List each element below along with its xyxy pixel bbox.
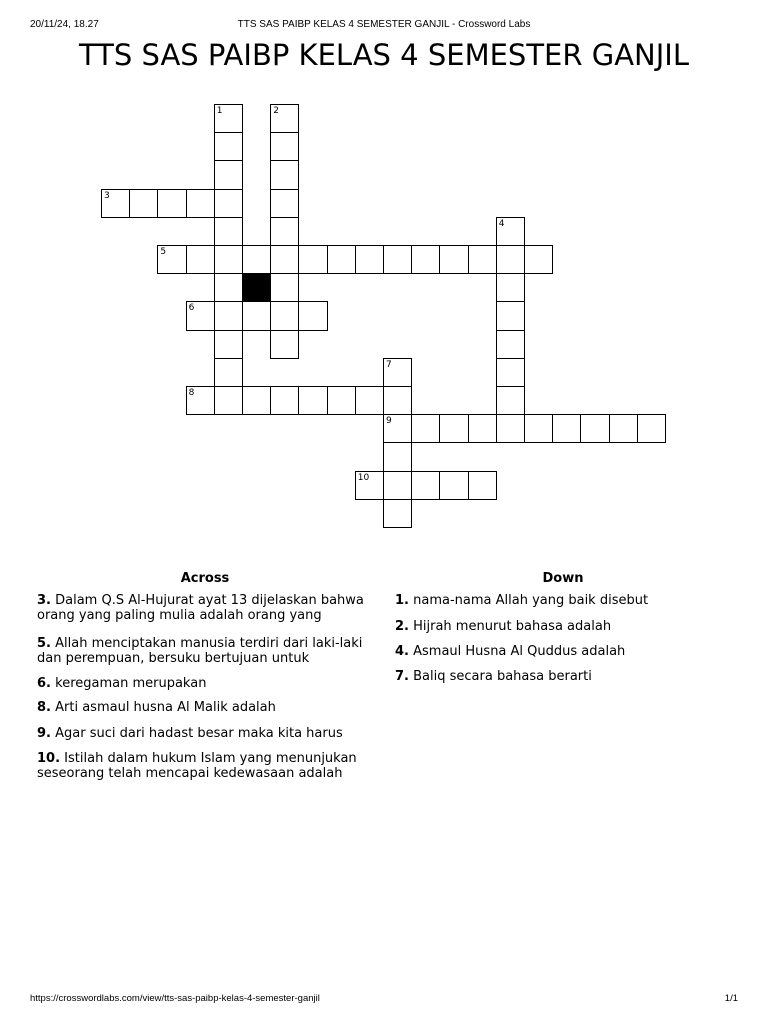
- across-clue: 9. Agar suci dari hadast besar maka kita harus: [37, 726, 343, 741]
- across-clue: 8. Arti asmaul husna Al Malik adalah: [37, 700, 276, 715]
- across-heading: Across: [180, 571, 230, 586]
- grid-cell: [129, 189, 158, 218]
- grid-cell: [524, 245, 553, 274]
- down-clue: 7. Baliq secara bahasa berarti: [395, 669, 592, 684]
- down-heading: Down: [542, 571, 584, 586]
- grid-cell: [468, 245, 497, 274]
- clue-number: 10: [357, 472, 370, 483]
- grid-cell: [270, 386, 299, 415]
- clue-number: 6: [188, 303, 195, 314]
- grid-cell: [383, 471, 412, 500]
- grid-cell: [496, 245, 525, 274]
- clue-number: 7: [386, 359, 392, 370]
- grid-cell: [383, 499, 412, 528]
- grid-cell: [214, 358, 243, 387]
- down-clue: 2. Hijrah menurut bahasa adalah: [395, 619, 612, 634]
- grid-cell: [270, 301, 299, 330]
- clue-number: 9: [386, 416, 392, 427]
- grid-cell: [214, 245, 243, 274]
- grid-cell: [552, 414, 581, 443]
- clue-number: 8: [188, 388, 195, 398]
- grid-cell: [496, 358, 525, 387]
- grid-cell: [355, 471, 384, 500]
- grid-cell: [214, 330, 243, 359]
- down-clue: 1. nama-nama Allah yang baik disebut: [395, 593, 649, 608]
- grid-cell: [411, 414, 440, 443]
- grid-cell: [496, 217, 525, 246]
- grid-cell: [270, 132, 299, 161]
- grid-cell: [496, 386, 525, 415]
- grid-cell: [186, 189, 215, 218]
- grid-cell: [496, 330, 525, 359]
- grid-cell: [383, 386, 412, 415]
- grid-cell: [214, 301, 243, 330]
- grid-cell: [496, 414, 525, 443]
- down-clue: 4. Asmaul Husna Al Quddus adalah: [395, 644, 626, 659]
- grid-cell: [186, 245, 215, 274]
- grid-cell: [270, 273, 299, 302]
- across-clue: 6. keregaman merupakan: [37, 676, 207, 691]
- grid-cell: [157, 245, 186, 274]
- grid-cell: [298, 245, 327, 274]
- across-clue: 3. Dalam Q.S Al-Hujurat ayat 13 dijelaskan bahwa orang yang paling mulia adalah orang yang: [37, 593, 364, 623]
- grid-cell: [157, 189, 186, 218]
- clue-number: 3: [104, 190, 110, 201]
- grid-cell: [214, 386, 243, 415]
- clue-number: 2: [273, 106, 279, 116]
- grid-cell: [355, 386, 384, 415]
- puzzle-title: TTS SAS PAIBP KELAS 4 SEMESTER GANJIL: [78, 38, 690, 72]
- print-datetime: 20/11/24, 18.27: [30, 19, 99, 30]
- grid-cell: [383, 442, 412, 471]
- grid-cell: [383, 245, 412, 274]
- across-clue: 10. Istilah dalam hukum Islam yang menunjukan seseorang telah mencapai kedewasaan adalah: [37, 751, 357, 781]
- grid-cell: [496, 301, 525, 330]
- grid-cell: [468, 471, 497, 500]
- grid-cell: [298, 301, 327, 330]
- grid-cell: [298, 386, 327, 415]
- grid-cell: [270, 330, 299, 359]
- grid-cell: [242, 245, 271, 274]
- grid-cell: [186, 301, 215, 330]
- grid-cell: [214, 189, 243, 218]
- grid-cell: [270, 245, 299, 274]
- grid-cell: [411, 245, 440, 274]
- print-page-number: 1/1: [724, 993, 738, 1004]
- grid-cell: [383, 414, 412, 443]
- across-clue: 5. Allah menciptakan manusia terdiri dari laki-laki dan perempuan, bersuku bertujuan untuk: [37, 636, 363, 666]
- grid-cell: [242, 386, 271, 415]
- print-page-title: TTS SAS PAIBP KELAS 4 SEMESTER GANJIL - Crossword Labs: [237, 19, 531, 30]
- clue-number: 5: [160, 247, 167, 257]
- grid-cell: [214, 132, 243, 161]
- grid-cell: [439, 414, 468, 443]
- grid-cell: [439, 245, 468, 274]
- grid-cell: [496, 273, 525, 302]
- clue-number: 4: [498, 218, 505, 229]
- grid-cell: [214, 273, 243, 302]
- grid-block: [242, 273, 271, 302]
- grid-cell: [270, 104, 299, 133]
- grid-cell: [327, 386, 356, 415]
- grid-cell: [270, 217, 299, 246]
- grid-cell: [355, 245, 384, 274]
- grid-cell: [580, 414, 609, 443]
- grid-cell: [411, 471, 440, 500]
- grid-cell: [524, 414, 553, 443]
- grid-cell: [242, 301, 271, 330]
- grid-cell: [214, 160, 243, 189]
- grid-cell: [214, 217, 243, 246]
- grid-cell: [270, 160, 299, 189]
- grid-cell: [439, 471, 468, 500]
- grid-cell: [327, 245, 356, 274]
- grid-cell: [101, 189, 130, 218]
- print-url: https://crosswordlabs.com/view/tts-sas-paibp-kelas-4-semester-ganjil: [30, 993, 320, 1004]
- grid-cell: [383, 358, 412, 387]
- grid-cell: [468, 414, 497, 443]
- grid-cell: [186, 386, 215, 415]
- grid-cell: [270, 189, 299, 218]
- clue-number: 1: [216, 106, 223, 116]
- grid-cell: [214, 104, 243, 133]
- grid-cell: [637, 414, 666, 443]
- grid-cell: [609, 414, 638, 443]
